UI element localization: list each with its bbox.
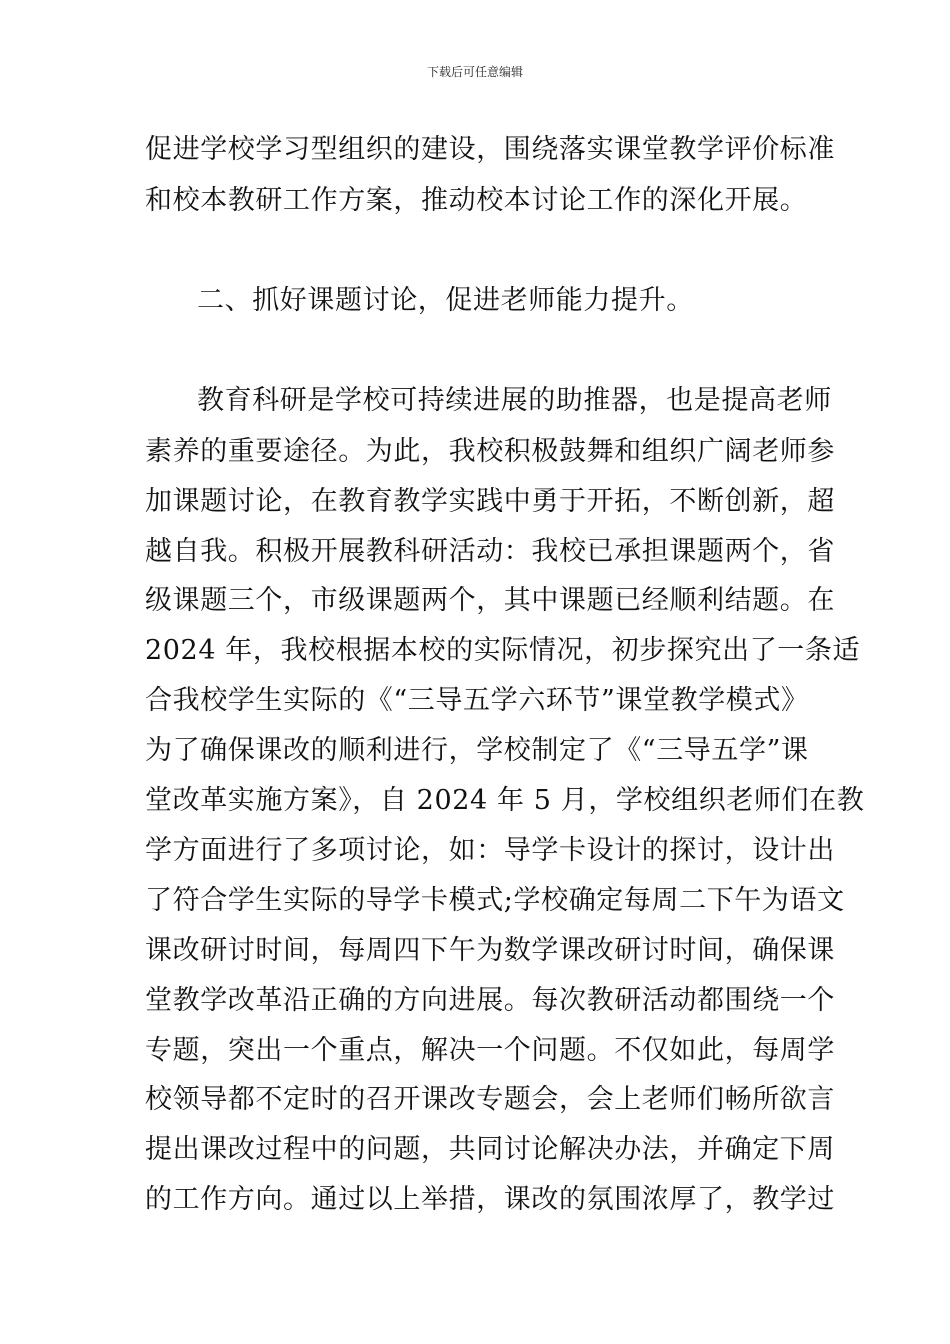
text-line: 合我校学生实际的《“三导五学六环节”课堂教学模式》 [145, 685, 809, 716]
text-line: 素养的重要途径。为此，我校积极鼓舞和组织广阔老师参 [145, 436, 835, 467]
text-line: 校领导都不定时的召开课改专题会，会上老师们畅所欲言 [145, 1084, 835, 1115]
section-heading: 二、抓好课题讨论，促进老师能力提升。 [197, 285, 694, 316]
text-line: 促进学校学习型组织的建设，围绕落实课堂教学评价标准 [145, 134, 835, 165]
text-line: 课改研讨时间，每周四下午为数学课改研讨时间，确保课 [145, 935, 835, 966]
text-line: 的工作方向。通过以上举措，课改的氛围浓厚了，教学过 [145, 1184, 835, 1215]
text-line: 提出课改过程中的问题，共同讨论解决办法，并确定下周 [145, 1134, 835, 1165]
text-line: 了符合学生实际的导学卡模式;学校确定每周二下午为语文 [145, 885, 845, 916]
text-line: 加课题讨论，在教育教学实践中勇于开拓，不断创新，超 [145, 486, 835, 517]
text-line: 专题，突出一个重点，解决一个问题。不仅如此，每周学 [145, 1035, 835, 1066]
text-line: 堂改革实施方案》，自 2024 年 5 月，学校组织老师们在教 [145, 785, 865, 816]
text-line: 教育科研是学校可持续进展的助推器，也是提高老师 [197, 385, 832, 416]
text-line: 越自我。积极开展教科研活动：我校已承担课题两个，省 [145, 536, 835, 567]
text-line: 堂教学改革沿正确的方向进展。每次教研活动都围绕一个 [145, 985, 835, 1016]
text-line: 和校本教研工作方案，推动校本讨论工作的深化开展。 [145, 185, 808, 216]
text-line: 为了确保课改的顺利进行，学校制定了《“三导五学”课 [145, 735, 809, 766]
page-header: 下载后可任意编辑 [426, 65, 523, 79]
text-line: 学方面进行了多项讨论，如：导学卡设计的探讨，设计出 [145, 835, 835, 866]
text-line: 2024 年，我校根据本校的实际情况，初步探究出了一条适 [145, 635, 861, 666]
text-line: 级课题三个，市级课题两个，其中课题已经顺利结题。在 [145, 585, 835, 616]
